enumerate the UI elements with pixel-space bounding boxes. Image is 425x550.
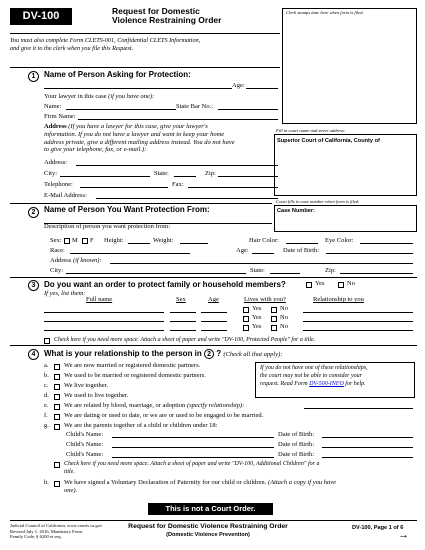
child-name-label: Child's Name: xyxy=(66,441,104,448)
weight-field[interactable] xyxy=(180,243,208,244)
resp-zip-label: Zip: xyxy=(325,267,336,274)
s4-more-space-text: Check here if you need more space. Attach a sheet of paper and write "DV-100, Additional Children" for a title. xyxy=(64,461,320,475)
tel-field[interactable] xyxy=(80,187,168,188)
child-name-label: Child's Name: xyxy=(66,451,104,458)
item-text: We are dating or used to date, or we are or used to be engaged to be married. xyxy=(64,412,264,419)
stamp-label: Clerk stamps date here when form is filed. xyxy=(286,10,364,15)
member-age-field[interactable] xyxy=(201,330,227,331)
item-e-checkbox[interactable] xyxy=(54,404,60,410)
item-letter: d. xyxy=(44,392,49,399)
fax-label: Fax: xyxy=(172,181,184,188)
age-field[interactable] xyxy=(246,88,278,89)
address-instructions: Address (If you have a lawyer for this case, give your lawyer's information. If you do not have a lawyer and want to keep your home address private, give a different mailing address instead. You do not have to give your telephone, fax, or e-mail.): xyxy=(44,123,235,154)
member-name-field[interactable] xyxy=(44,321,164,322)
race-field[interactable] xyxy=(70,253,190,254)
col-relationship: Relationship to you xyxy=(313,296,364,303)
lives-yes-checkbox[interactable] xyxy=(243,307,249,313)
s3-more-space-checkbox[interactable] xyxy=(44,338,50,344)
sex-m-label: M xyxy=(72,237,78,244)
zip-field[interactable] xyxy=(218,176,278,177)
section-ref-2: 2 xyxy=(204,349,214,359)
item-letter: b. xyxy=(44,372,49,379)
item-g-checkbox[interactable] xyxy=(54,424,60,430)
item-letter: c. xyxy=(44,382,49,389)
address-field[interactable] xyxy=(76,165,278,166)
item-text: We are the parents together of a child or children under 18: xyxy=(64,422,218,429)
item-letter: a. xyxy=(44,362,49,369)
not-court-order-banner: This is not a Court Order. xyxy=(148,503,273,515)
item-letter: h. xyxy=(44,479,49,486)
s3-yes-checkbox[interactable] xyxy=(306,282,312,288)
resp-state-field[interactable] xyxy=(270,273,300,274)
tel-label: Telephone: xyxy=(44,181,73,188)
col-lives: Lives with you? xyxy=(244,296,286,303)
firm-field[interactable] xyxy=(78,119,278,120)
sex-f-checkbox[interactable] xyxy=(82,238,88,244)
item-text: We used to be married or registered domestic partners. xyxy=(64,372,206,379)
resp-state-label: State: xyxy=(250,267,265,274)
item-letter: g. xyxy=(44,422,49,429)
age-label: Age: xyxy=(232,82,245,89)
page-number: DV-100, Page 1 of 6 xyxy=(352,525,404,531)
hair-label: Hair Color: xyxy=(249,237,279,244)
item-letter: f. xyxy=(44,412,48,419)
dob-label: Date of Birth: xyxy=(283,247,320,254)
eye-label: Eye Color: xyxy=(325,237,354,244)
child-dob-label: Date of Birth: xyxy=(278,441,315,448)
next-arrow-icon: → xyxy=(398,529,409,541)
child-dob-label: Date of Birth: xyxy=(278,431,315,438)
height-field[interactable] xyxy=(128,243,150,244)
child-name-field[interactable] xyxy=(112,447,274,448)
item-f-checkbox[interactable] xyxy=(54,414,60,420)
item-h-checkbox[interactable] xyxy=(54,481,60,487)
form-title: Request for Domestic Violence Restraining Order xyxy=(112,6,222,25)
lives-no-label: No xyxy=(280,314,288,321)
section-2-number: 2 xyxy=(28,207,39,218)
child-name-field[interactable] xyxy=(112,437,274,438)
item-text: We are now married or registered domestic partners. xyxy=(64,362,201,369)
item-d-checkbox[interactable] xyxy=(54,394,60,400)
section-2-title: Name of Person You Want Protection From: xyxy=(44,205,210,214)
firm-label: Firm Name: xyxy=(44,113,76,120)
footer-title: Request for Domestic Violence Restraining Order (Domestic Violence Prevention) xyxy=(128,523,288,538)
address-label: Address: xyxy=(44,159,68,166)
resp-city-label: City: xyxy=(50,267,64,274)
member-sex-field[interactable] xyxy=(170,321,196,322)
resp-address-field[interactable] xyxy=(110,263,413,264)
s3-more-space-text: Check here if you need more space. Attach a sheet of paper and write "DV-100, Protected People" for a title. xyxy=(54,337,316,343)
relationship-specify-field[interactable] xyxy=(304,408,413,409)
child-dob-field[interactable] xyxy=(322,447,413,448)
lives-yes-label: Yes xyxy=(252,314,262,321)
s3-no-checkbox[interactable] xyxy=(338,282,344,288)
resp-age-field[interactable] xyxy=(252,253,274,254)
child-dob-field[interactable] xyxy=(322,437,413,438)
member-age-field[interactable] xyxy=(201,321,227,322)
sex-f-label: F xyxy=(90,237,94,244)
resp-address-label: Address (if known): xyxy=(50,257,102,264)
height-label: Height: xyxy=(104,237,124,244)
col-sex: Sex xyxy=(176,296,186,303)
member-rel-field[interactable] xyxy=(303,330,413,331)
lawyer-label: Your lawyer in this case (if you have one): xyxy=(44,93,155,100)
member-sex-field[interactable] xyxy=(170,312,196,313)
clerk-stamp-box xyxy=(282,8,417,124)
section-1-title: Name of Person Asking for Protection: xyxy=(44,70,191,79)
member-name-field[interactable] xyxy=(44,330,164,331)
child-name-label: Child's Name: xyxy=(66,431,104,438)
item-text: We used to live together. xyxy=(64,392,129,399)
bar-label: State Bar No.: xyxy=(176,103,214,110)
city-label: City: xyxy=(44,170,58,177)
form-id-box: DV-100 xyxy=(10,8,72,25)
item-b-checkbox[interactable] xyxy=(54,374,60,380)
lives-no-label: No xyxy=(280,305,288,312)
case-number-label: Case Number: xyxy=(277,208,315,214)
s3-list-label: If yes, list them: xyxy=(44,290,86,297)
section-4-number: 4 xyxy=(28,349,39,360)
item-text: We are related by blood, marriage, or adoption (specify relationship): xyxy=(64,402,245,409)
item-text: We live together. xyxy=(64,382,109,389)
lives-no-checkbox[interactable] xyxy=(271,307,277,313)
eye-field[interactable] xyxy=(360,243,413,244)
section-1-number: 1 xyxy=(28,71,39,82)
bar-field[interactable] xyxy=(218,109,278,110)
email-field[interactable] xyxy=(96,198,278,199)
member-age-field[interactable] xyxy=(201,312,227,313)
lives-yes-label: Yes xyxy=(252,305,262,312)
item-a-checkbox[interactable] xyxy=(54,364,60,370)
lives-yes-label: Yes xyxy=(252,323,262,330)
dob-field[interactable] xyxy=(326,253,413,254)
resp-zip-field[interactable] xyxy=(340,273,413,274)
sex-m-checkbox[interactable] xyxy=(64,238,70,244)
child-name-field[interactable] xyxy=(112,457,274,458)
section-3-number: 3 xyxy=(28,280,39,291)
fax-field[interactable] xyxy=(188,187,278,188)
petitioner-name-field[interactable] xyxy=(44,88,232,89)
email-label: E-Mail Address: xyxy=(44,192,87,199)
lawyer-name-label: Name: xyxy=(44,103,62,110)
description-label: Description of person you want protection from: xyxy=(44,223,170,230)
case-label: Court fills in case number when form is filed. xyxy=(276,199,360,204)
col-age: Age xyxy=(208,296,219,303)
court-label: Fill in court name and street address: xyxy=(276,128,346,133)
lives-no-checkbox[interactable] xyxy=(271,325,277,331)
col-full-name: Full name xyxy=(86,296,113,303)
section-3-title: Do you want an order to protect family or household members? xyxy=(44,280,286,289)
sex-label: Sex: xyxy=(50,237,62,244)
member-rel-field[interactable] xyxy=(303,321,413,322)
intro-text: You must also complete Form CLETS-001, Confidential CLETS Information, and give it to the clerk when you file this Request. xyxy=(10,37,201,52)
city-field[interactable] xyxy=(60,176,150,177)
zip-label: Zip: xyxy=(205,170,216,177)
resp-age-label: Age: xyxy=(236,247,249,254)
dv500-link[interactable]: DV-500-INFO xyxy=(309,381,344,387)
member-name-field[interactable] xyxy=(44,312,164,313)
s3-no-label: No xyxy=(347,280,355,287)
member-sex-field[interactable] xyxy=(170,330,196,331)
item-c-checkbox[interactable] xyxy=(54,384,60,390)
court-name: Superior Court of California, County of xyxy=(277,138,380,144)
item-letter: e. xyxy=(44,402,49,409)
child-dob-field[interactable] xyxy=(322,457,413,458)
weight-label: Weight: xyxy=(153,237,174,244)
state-field[interactable] xyxy=(174,176,196,177)
resp-city-field[interactable] xyxy=(66,273,246,274)
member-rel-field[interactable] xyxy=(303,312,413,313)
child-dob-label: Date of Birth: xyxy=(278,451,315,458)
lawyer-name-field[interactable] xyxy=(66,109,176,110)
s3-yes-label: Yes xyxy=(315,280,325,287)
race-label: Race: xyxy=(50,247,65,254)
relationship-note: If you do not have one of these relationships, the court may not be able to consider your request. Read Form DV-500-INFO for help. xyxy=(260,365,368,387)
hair-field[interactable] xyxy=(286,243,318,244)
state-label: State: xyxy=(154,170,169,177)
footer-citation: Judicial Council of California, www.courts.ca.gov Revised July 1, 2016, Mandatory Form Family Code, § 6200 et seq. xyxy=(10,523,103,539)
lives-no-label: No xyxy=(280,323,288,330)
section-4-title: What is your relationship to the person in 2 ? (Check all that apply): xyxy=(44,349,283,358)
lives-yes-checkbox[interactable] xyxy=(243,325,249,331)
lives-no-checkbox[interactable] xyxy=(271,316,277,322)
item-h-text: We have signed a Voluntary Declaration of Paternity for our child or children. (Attach a copy if you have one). xyxy=(64,479,336,494)
s4-more-space-checkbox[interactable] xyxy=(54,462,60,468)
lives-yes-checkbox[interactable] xyxy=(243,316,249,322)
